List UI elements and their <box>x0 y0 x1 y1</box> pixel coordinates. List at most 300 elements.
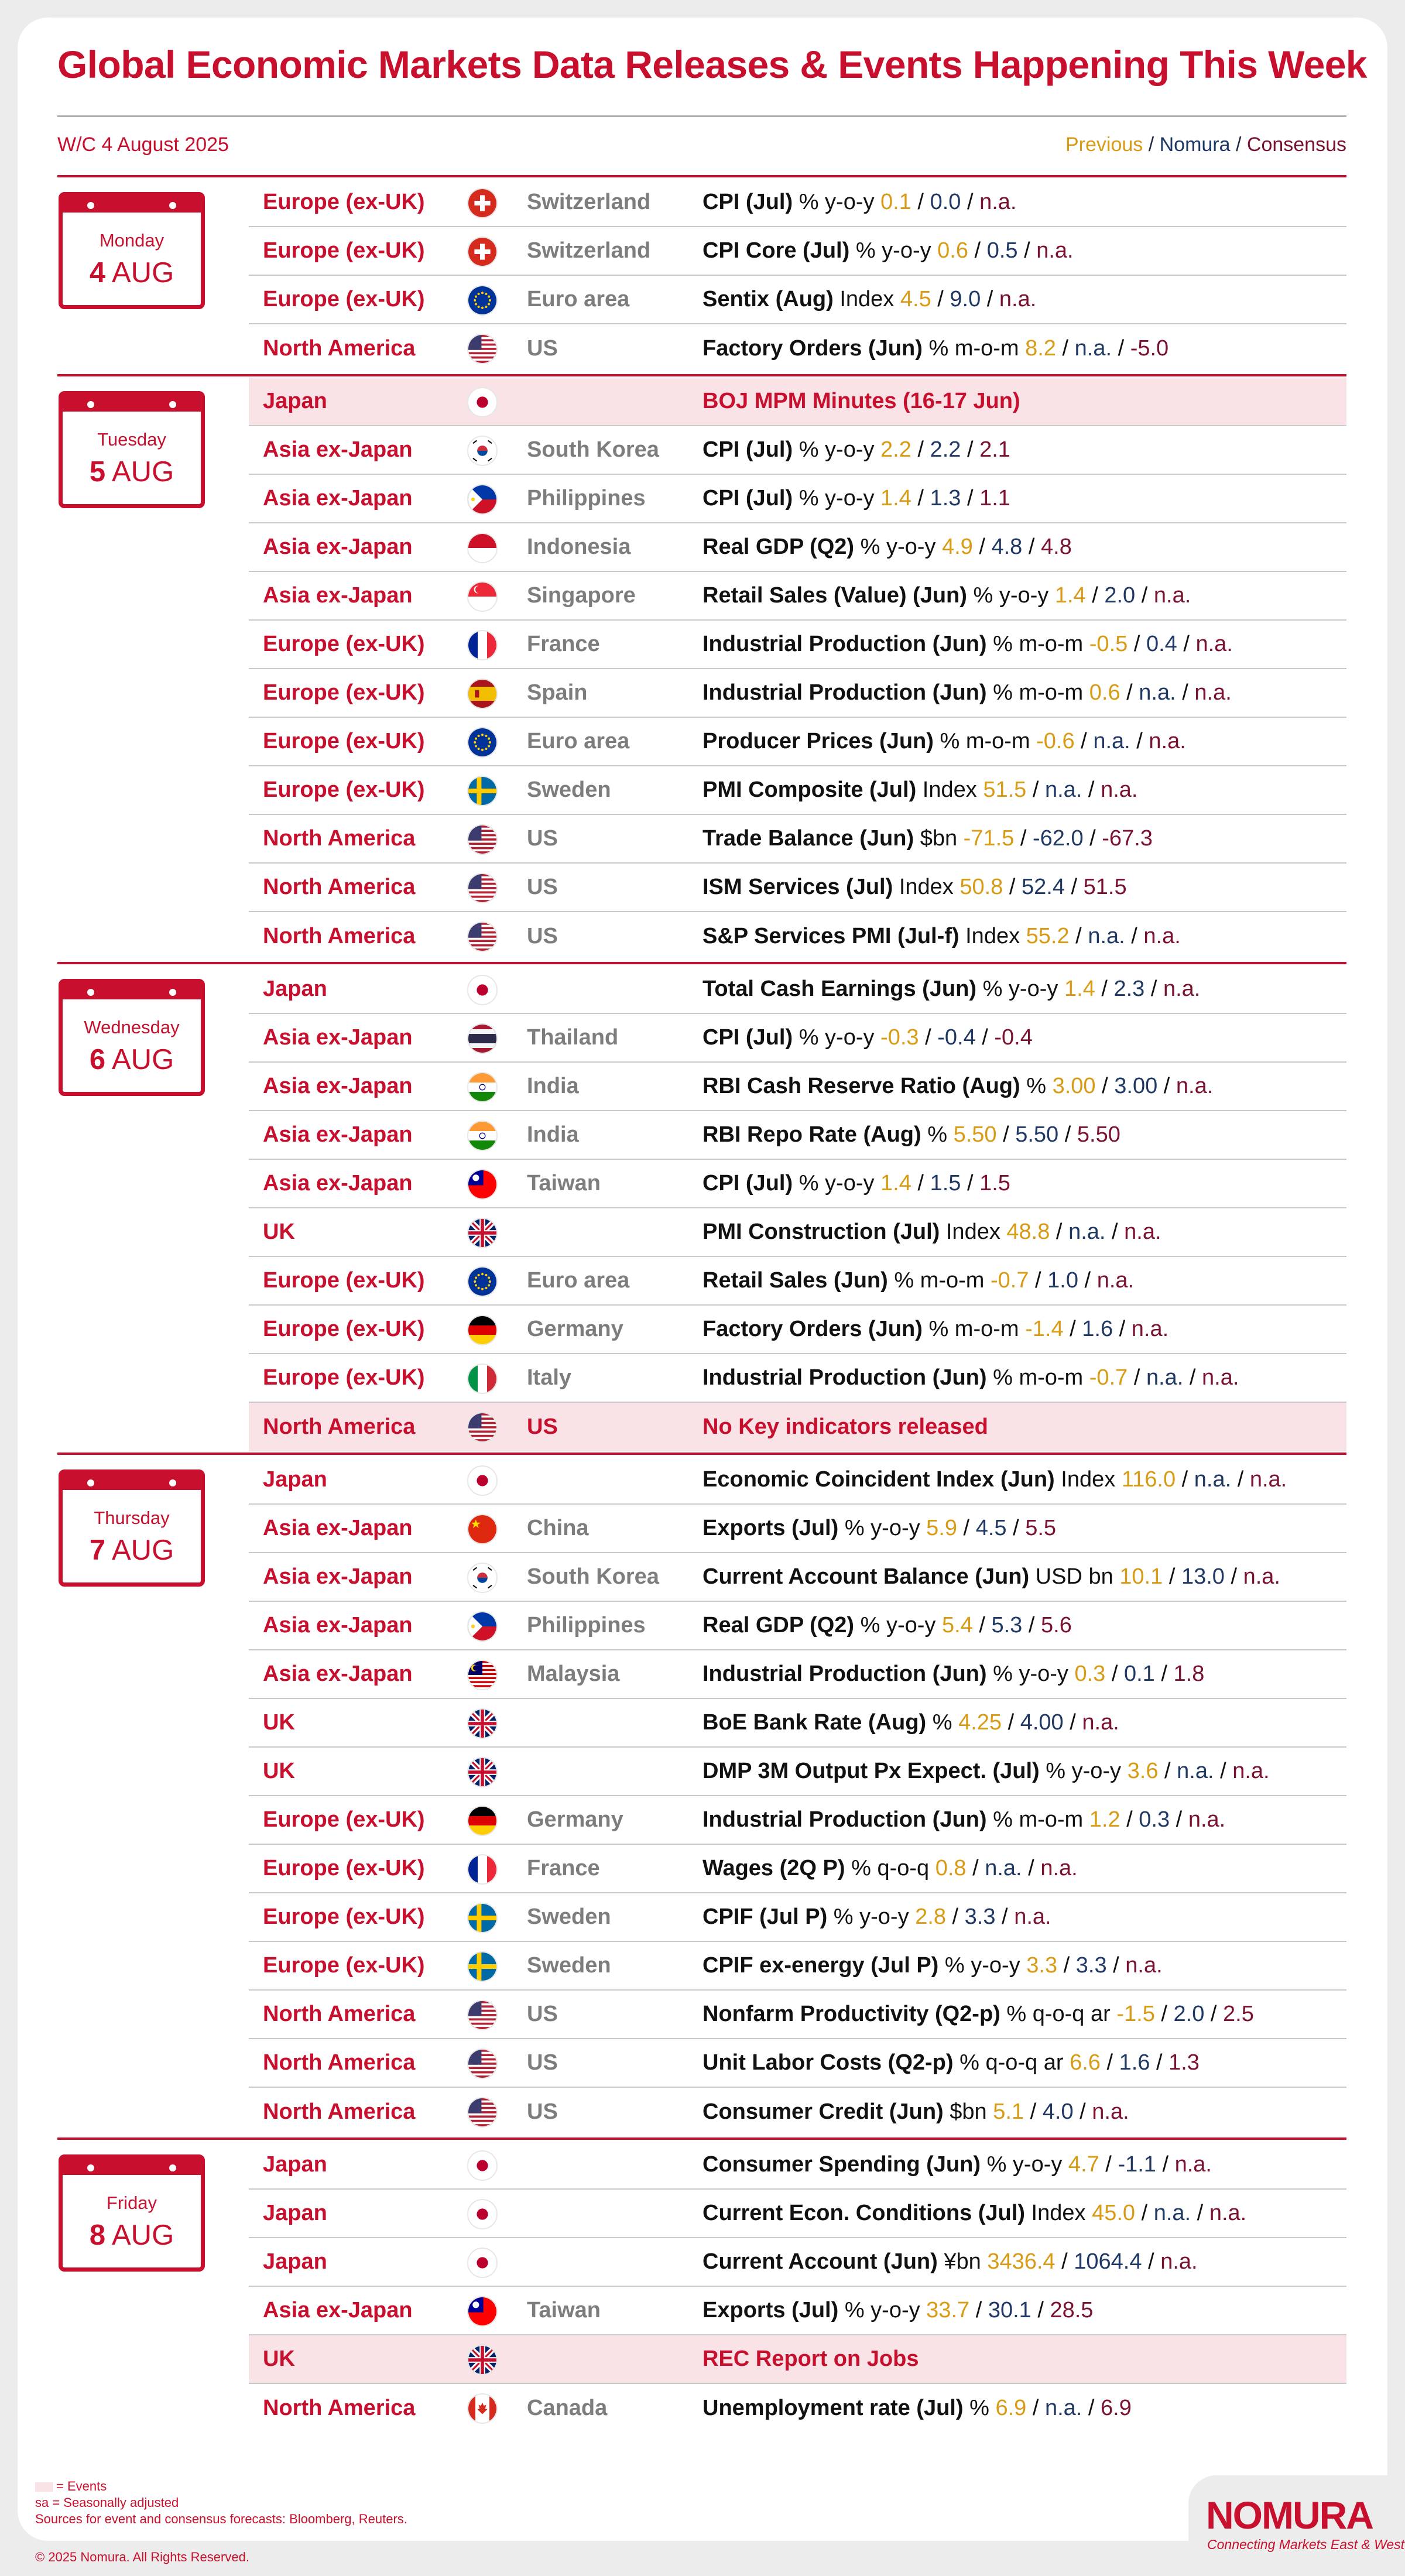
calendar-day-number: 7 <box>89 1534 106 1566</box>
release-row <box>249 1111 1346 1160</box>
indicator-name: Sentix (Aug) <box>702 287 834 311</box>
nomura-forecast: 4.0 <box>1042 2099 1074 2124</box>
nomura-forecast: 2.3 <box>1113 977 1145 1001</box>
previous-value: 4.7 <box>1068 2152 1099 2177</box>
indicator-unit: % y-o-y <box>993 1662 1068 1686</box>
consensus-forecast: n.a. <box>1036 238 1074 263</box>
region-label: Asia ex-Japan <box>263 1564 413 1589</box>
country-label: Taiwan <box>527 1171 601 1195</box>
country-label: Sweden <box>527 1953 611 1978</box>
indicator-unit: ¥bn <box>944 2249 981 2274</box>
indicator-unit: $bn <box>950 2099 987 2124</box>
previous-value: 5.4 <box>941 1613 973 1638</box>
region-label: Europe (ex-UK) <box>263 680 425 705</box>
day-calendar-icon <box>59 192 205 309</box>
calendar-ring <box>87 202 94 209</box>
country-label: Germany <box>527 1317 623 1341</box>
japan-flag <box>467 975 498 1005</box>
indicator-unit: % q-o-q ar <box>959 2050 1064 2075</box>
consensus-forecast: n.a. <box>979 190 1017 214</box>
indicator-release: CPI (Jul) % y-o-y 1.4 / 1.5 / 1.5 <box>702 1171 1010 1195</box>
calendar-ring <box>169 2164 176 2171</box>
previous-value: 5.50 <box>953 1122 997 1147</box>
indicator-name: CPIF (Jul P) <box>702 1904 828 1929</box>
nomura-forecast: 1.5 <box>930 1171 961 1195</box>
south-korea-flag <box>467 1563 498 1593</box>
calendar-header-bar <box>63 983 201 999</box>
previous-value: 5.1 <box>993 2099 1024 2124</box>
copyright: © 2025 Nomura. All Rights Reserved. <box>35 2550 249 2564</box>
indicator-unit: % q-o-q ar <box>1006 2002 1111 2026</box>
indicator-release: Sentix (Aug) Index 4.5 / 9.0 / n.a. <box>702 287 1037 311</box>
region-label: UK <box>263 2347 295 2371</box>
nomura-forecast: 0.3 <box>1139 1807 1170 1832</box>
release-row <box>249 766 1346 815</box>
country-label: US <box>527 875 558 899</box>
page-title: Global Economic Markets Data Releases & Events Happening This Week <box>57 43 1367 86</box>
indicator-unit: % m-o-m <box>993 680 1084 705</box>
indicator-name: Real GDP (Q2) <box>702 535 855 559</box>
indicator-release: Factory Orders (Jun) % m-o-m 8.2 / n.a. / -5.0 <box>702 336 1169 361</box>
nomura-forecast: 1.6 <box>1119 2050 1150 2075</box>
day-separator <box>57 1453 1346 1455</box>
nomura-forecast: 0.0 <box>930 190 961 214</box>
india-flag <box>467 1121 498 1151</box>
indicator-release: Unemployment rate (Jul) % 6.9 / n.a. / 6.9 <box>702 2396 1132 2420</box>
sweden-flag <box>467 1903 498 1933</box>
indicator-unit: % y-o-y <box>860 1613 936 1638</box>
calendar-header-bar <box>63 196 201 213</box>
uk-flag <box>467 2345 498 2375</box>
previous-value: -0.3 <box>880 1025 919 1050</box>
us-flag <box>467 2000 498 2030</box>
previous-value: 0.6 <box>1089 680 1120 705</box>
south-korea-flag <box>467 436 498 466</box>
indicator-name: BoE Bank Rate (Aug) <box>702 1710 927 1735</box>
country-label: Canada <box>527 2396 608 2420</box>
indicator-unit: % m-o-m <box>940 729 1030 753</box>
indicator-name: PMI Construction (Jul) <box>702 1220 940 1244</box>
indicator-release: Trade Balance (Jun) $bn -71.5 / -62.0 / -67.3 <box>702 826 1153 851</box>
release-row <box>249 1942 1346 1991</box>
indicator-name: Current Account (Jun) <box>702 2249 938 2274</box>
indicator-name: ISM Services (Jul) <box>702 875 893 899</box>
calendar-ring <box>169 202 176 209</box>
region-label: Asia ex-Japan <box>263 1613 413 1638</box>
italy-flag <box>467 1364 498 1394</box>
nomura-forecast: n.a. <box>1146 1365 1184 1390</box>
release-row <box>249 1845 1346 1893</box>
nomura-forecast: n.a. <box>1153 2201 1191 2225</box>
uk-flag <box>467 1708 498 1739</box>
indicator-unit: % y-o-y <box>844 1516 920 1540</box>
indicator-name: CPI (Jul) <box>702 190 793 214</box>
region-label: Asia ex-Japan <box>263 437 413 462</box>
region-label: Asia ex-Japan <box>263 535 413 559</box>
country-label: Indonesia <box>527 535 631 559</box>
sa-note: sa = Seasonally adjusted <box>35 2495 179 2510</box>
indicator-release: Industrial Production (Jun) % m-o-m -0.5 / 0.4 / n.a. <box>702 632 1233 656</box>
indicator-release: DMP 3M Output Px Expect. (Jul) % y-o-y 3.6 / n.a. / n.a. <box>702 1759 1270 1783</box>
release-row <box>249 572 1346 621</box>
release-row <box>249 2238 1346 2287</box>
region-label: Japan <box>263 977 327 1001</box>
region-label: Asia ex-Japan <box>263 1516 413 1540</box>
consensus-forecast: n.a. <box>1160 2249 1198 2274</box>
indicator-release: Unit Labor Costs (Q2-p) % q-o-q ar 6.6 / 1.6 / 1.3 <box>702 2050 1200 2075</box>
indicator-release: CPI (Jul) % y-o-y 1.4 / 1.3 / 1.1 <box>702 486 1010 511</box>
indicator-release: PMI Construction (Jul) Index 48.8 / n.a. / n.a. <box>702 1220 1161 1244</box>
country-label: Singapore <box>527 583 636 608</box>
japan-flag <box>467 1465 498 1496</box>
week-commencing-label: W/C 4 August 2025 <box>57 133 229 156</box>
country-label: Euro area <box>527 729 630 753</box>
indicator-unit: % m-o-m <box>928 336 1019 361</box>
consensus-forecast: 6.9 <box>1101 2396 1132 2420</box>
spain-flag <box>467 679 498 709</box>
france-flag <box>467 1854 498 1885</box>
eu-flag <box>467 285 498 316</box>
calendar-date <box>63 1043 201 1076</box>
consensus-forecast: n.a. <box>1176 1074 1214 1098</box>
indicator-release: Real GDP (Q2) % y-o-y 4.9 / 4.8 / 4.8 <box>702 535 1072 559</box>
calendar-day-number: 8 <box>89 2219 106 2251</box>
previous-value: 0.6 <box>937 238 968 263</box>
calendar-day-number: 4 <box>89 257 106 289</box>
indicator-name: Total Cash Earnings (Jun) <box>702 977 977 1001</box>
indicator-name: RBI Cash Reserve Ratio (Aug) <box>702 1074 1020 1098</box>
release-row <box>249 227 1346 276</box>
us-flag <box>467 873 498 903</box>
indicator-release: Exports (Jul) % y-o-y 5.9 / 4.5 / 5.5 <box>702 1516 1057 1540</box>
indicator-name: Consumer Spending (Jun) <box>702 2152 981 2177</box>
nomura-forecast: n.a. <box>1139 680 1176 705</box>
release-row <box>249 669 1346 718</box>
indicator-name: Current Account Balance (Jun) <box>702 1564 1030 1589</box>
previous-value: 5.9 <box>926 1516 957 1540</box>
previous-value: -0.7 <box>1089 1365 1128 1390</box>
country-label: Spain <box>527 680 588 705</box>
release-row <box>249 1699 1346 1748</box>
events-legend-text: = Events <box>56 2479 107 2493</box>
indicator-name: Industrial Production (Jun) <box>702 1662 987 1686</box>
indicator-unit: Index <box>922 777 977 802</box>
previous-value: 6.6 <box>1070 2050 1101 2075</box>
consensus-forecast: n.a. <box>1101 777 1138 802</box>
nomura-forecast: n.a. <box>1044 777 1082 802</box>
indicator-unit: % <box>969 2396 989 2420</box>
nomura-forecast: 3.00 <box>1114 1074 1158 1098</box>
release-row <box>249 1063 1346 1111</box>
indicator-unit: Index <box>1031 2201 1086 2225</box>
nomura-forecast: 3.3 <box>964 1904 996 1929</box>
indicator-name: Trade Balance (Jun) <box>702 826 914 851</box>
release-row <box>249 1208 1346 1257</box>
japan-flag <box>467 2150 498 2181</box>
previous-value: -1.4 <box>1025 1317 1064 1341</box>
indicator-release: Producer Prices (Jun) % m-o-m -0.6 / n.a. / n.a. <box>702 729 1186 753</box>
region-label: Europe (ex-UK) <box>263 287 425 311</box>
country-label: Italy <box>527 1365 572 1390</box>
nomura-forecast: n.a. <box>1177 1759 1214 1783</box>
country-label: Philippines <box>527 486 646 511</box>
nomura-forecast: 30.1 <box>988 2298 1032 2322</box>
nomura-forecast: 2.0 <box>1104 583 1136 608</box>
indicator-name: Retail Sales (Jun) <box>702 1268 888 1293</box>
indicator-unit: % y-o-y <box>844 2298 920 2322</box>
indicator-unit: Index <box>1061 1467 1116 1492</box>
indicator-name: Current Econ. Conditions (Jul) <box>702 2201 1025 2225</box>
country-label: Germany <box>527 1807 623 1832</box>
previous-value: 3.3 <box>1026 1953 1058 1978</box>
calendar-ring <box>87 989 94 996</box>
indicator-release: Industrial Production (Jun) % m-o-m -0.7 / n.a. / n.a. <box>702 1365 1239 1390</box>
indicator-release: Wages (2Q P) % q-o-q 0.8 / n.a. / n.a. <box>702 1856 1078 1880</box>
indicator-name: CPIF ex-energy (Jul P) <box>702 1953 939 1978</box>
previous-value: 1.4 <box>880 1171 911 1195</box>
calendar-header-bar <box>63 395 201 412</box>
previous-value: 51.5 <box>983 777 1027 802</box>
taiwan-flag <box>467 2296 498 2327</box>
region-label: Asia ex-Japan <box>263 486 413 511</box>
previous-value: 0.8 <box>935 1856 967 1880</box>
uk-flag <box>467 1757 498 1787</box>
region-label: Japan <box>263 2249 327 2274</box>
indicator-name: RBI Repo Rate (Aug) <box>702 1122 921 1147</box>
nomura-forecast: 1064.4 <box>1074 2249 1142 2274</box>
release-row <box>249 179 1346 227</box>
calendar-ring <box>87 401 94 408</box>
indicator-name: Economic Coincident Index (Jun) <box>702 1467 1055 1492</box>
values-legend <box>1065 133 1346 156</box>
release-row <box>249 1748 1346 1796</box>
consensus-forecast: 2.1 <box>979 437 1010 462</box>
indicator-unit: % m-o-m <box>993 1365 1084 1390</box>
previous-value: -1.5 <box>1116 2002 1155 2026</box>
consensus-forecast: n.a. <box>1082 1710 1119 1735</box>
region-label: Japan <box>263 2152 327 2177</box>
release-row <box>249 1456 1346 1505</box>
calendar-ring <box>87 1479 94 1486</box>
nomura-forecast: 4.5 <box>975 1516 1007 1540</box>
country-label: Philippines <box>527 1613 646 1638</box>
region-label: Japan <box>263 1467 327 1492</box>
indicator-name: Industrial Production (Jun) <box>702 680 987 705</box>
region-label: Asia ex-Japan <box>263 1171 413 1195</box>
release-row <box>249 1650 1346 1699</box>
country-label: US <box>527 2002 558 2026</box>
indicator-unit: % <box>932 1710 952 1735</box>
indicator-unit: % y-o-y <box>1046 1759 1122 1783</box>
indicator-release: S&P Services PMI (Jul-f) Index 55.2 / n.a. / n.a. <box>702 924 1181 948</box>
release-row <box>249 2088 1346 2136</box>
indicator-release: Economic Coincident Index (Jun) Index 116.0 / n.a. / n.a. <box>702 1467 1287 1492</box>
release-row <box>249 2384 1346 2433</box>
country-label: US <box>527 826 558 851</box>
consensus-forecast: 1.8 <box>1173 1662 1205 1686</box>
indicator-release: Retail Sales (Jun) % m-o-m -0.7 / 1.0 / n.a. <box>702 1268 1135 1293</box>
country-label: Switzerland <box>527 238 651 263</box>
release-row <box>249 912 1346 961</box>
nomura-forecast: n.a. <box>1194 1467 1232 1492</box>
consensus-forecast: n.a. <box>1143 924 1181 948</box>
country-label: US <box>527 1414 558 1439</box>
sweden-flag <box>467 776 498 806</box>
indicator-unit: % y-o-y <box>799 1171 875 1195</box>
us-flag <box>467 2097 498 2128</box>
consensus-forecast: n.a. <box>1131 1317 1169 1341</box>
region-label: North America <box>263 2099 416 2124</box>
indicator-release: Factory Orders (Jun) % m-o-m -1.4 / 1.6 / n.a. <box>702 1317 1169 1341</box>
indicator-release: Nonfarm Productivity (Q2-p) % q-o-q ar -1.5 / 2.0 / 2.5 <box>702 2002 1254 2026</box>
indicator-unit: % y-o-y <box>986 2152 1063 2177</box>
day-calendar-icon <box>59 1469 205 1587</box>
calendar-header-bar <box>63 1474 201 1490</box>
release-row <box>249 864 1346 912</box>
indicator-name: CPI (Jul) <box>702 486 793 511</box>
previous-value: 55.2 <box>1026 924 1070 948</box>
indicator-unit: % m-o-m <box>928 1317 1019 1341</box>
calendar-ring <box>169 989 176 996</box>
release-row <box>249 2190 1346 2238</box>
country-label: France <box>527 632 600 656</box>
region-label: UK <box>263 1759 295 1783</box>
footnotes <box>35 2478 407 2527</box>
country-label: France <box>527 1856 600 1880</box>
calendar-weekday: Thursday <box>94 1508 170 1528</box>
release-row <box>249 1991 1346 2039</box>
indicator-name: Factory Orders (Jun) <box>702 336 923 361</box>
region-label: Europe (ex-UK) <box>263 632 425 656</box>
china-flag <box>467 1514 498 1544</box>
calendar-day-number: 6 <box>89 1044 106 1075</box>
events-swatch <box>35 2482 53 2492</box>
calendar-ring <box>87 2164 94 2171</box>
release-row <box>249 276 1346 324</box>
region-label: Europe (ex-UK) <box>263 729 425 753</box>
indicator-release: Consumer Spending (Jun) % y-o-y 4.7 / -1.1 / n.a. <box>702 2152 1212 2177</box>
previous-value: 116.0 <box>1121 1467 1176 1492</box>
region-label: North America <box>263 2002 416 2026</box>
indicator-release: Current Account Balance (Jun) USD bn 10.1 / 13.0 / n.a. <box>702 1564 1280 1589</box>
consensus-forecast: n.a. <box>1124 1220 1161 1244</box>
consensus-forecast: n.a. <box>1153 583 1191 608</box>
indicator-unit: % y-o-y <box>982 977 1058 1001</box>
indicator-release: Current Account (Jun) ¥bn 3436.4 / 1064.4 / n.a. <box>702 2249 1198 2274</box>
region-label: UK <box>263 1220 295 1244</box>
consensus-forecast: 4.8 <box>1041 535 1072 559</box>
calendar-weekday: Monday <box>99 230 165 251</box>
calendar-date <box>63 455 201 488</box>
event-name: REC Report on Jobs <box>702 2347 919 2371</box>
country-label: India <box>527 1122 579 1147</box>
previous-value: 6.9 <box>995 2396 1027 2420</box>
consensus-forecast: n.a. <box>1202 1365 1239 1390</box>
taiwan-flag <box>467 1169 498 1200</box>
region-label: Asia ex-Japan <box>263 1074 413 1098</box>
indicator-name: Exports (Jul) <box>702 1516 839 1540</box>
event-name: No Key indicators released <box>702 1414 988 1439</box>
release-row <box>249 1505 1346 1553</box>
consensus-forecast: 5.6 <box>1041 1613 1072 1638</box>
indicator-release: Total Cash Earnings (Jun) % y-o-y 1.4 / 2.3 / n.a. <box>702 977 1201 1001</box>
release-row <box>249 2287 1346 2335</box>
consensus-forecast: -67.3 <box>1102 826 1153 851</box>
region-label: Japan <box>263 2201 327 2225</box>
country-label: South Korea <box>527 1564 659 1589</box>
indicator-unit: $bn <box>920 826 958 851</box>
nomura-logo: NOMURA <box>1206 2493 1373 2537</box>
release-row <box>249 1160 1346 1208</box>
consensus-forecast: 2.5 <box>1223 2002 1254 2026</box>
indicator-name: PMI Composite (Jul) <box>702 777 917 802</box>
calendar-header-bar <box>63 2159 201 2175</box>
nomura-forecast: -62.0 <box>1032 826 1084 851</box>
event-name: BOJ MPM Minutes (16-17 Jun) <box>702 389 1020 413</box>
country-label: India <box>527 1074 579 1098</box>
calendar-month: AUG <box>112 1044 174 1075</box>
previous-value: -0.7 <box>991 1268 1029 1293</box>
country-label: US <box>527 2099 558 2124</box>
consensus-forecast: n.a. <box>1040 1856 1078 1880</box>
country-label: Taiwan <box>527 2298 601 2322</box>
germany-flag <box>467 1315 498 1345</box>
indicator-name: DMP 3M Output Px Expect. (Jul) <box>702 1759 1040 1783</box>
calendar-date <box>63 2219 201 2252</box>
malaysia-flag <box>467 1660 498 1690</box>
canada-flag <box>467 2393 498 2424</box>
release-row <box>249 475 1346 523</box>
indicator-unit: % y-o-y <box>944 1953 1020 1978</box>
us-flag <box>467 922 498 952</box>
consensus-forecast: n.a. <box>1014 1904 1051 1929</box>
indicator-release: Current Econ. Conditions (Jul) Index 45.0 / n.a. / n.a. <box>702 2201 1247 2225</box>
consensus-forecast: n.a. <box>1096 1268 1135 1293</box>
eu-flag <box>467 1266 498 1297</box>
title-divider <box>57 115 1346 117</box>
switzerland-flag <box>467 237 498 267</box>
indicator-name: Factory Orders (Jun) <box>702 1317 923 1341</box>
day-separator <box>57 175 1346 177</box>
country-label: Euro area <box>527 1268 630 1293</box>
nomura-forecast: 2.0 <box>1173 2002 1205 2026</box>
previous-value: 4.25 <box>958 1710 1002 1735</box>
region-label: Europe (ex-UK) <box>263 1904 425 1929</box>
indicator-unit: % y-o-y <box>860 535 936 559</box>
us-flag <box>467 1412 498 1443</box>
region-label: Japan <box>263 389 327 413</box>
event-row <box>249 378 1346 426</box>
nomura-forecast: 13.0 <box>1181 1564 1225 1589</box>
previous-value: 1.4 <box>1054 583 1086 608</box>
indicator-release: Industrial Production (Jun) % m-o-m 0.6 / n.a. / n.a. <box>702 680 1232 705</box>
region-label: Asia ex-Japan <box>263 2298 413 2322</box>
region-label: North America <box>263 924 416 948</box>
legend-separator: / <box>1230 133 1247 156</box>
thailand-flag <box>467 1023 498 1054</box>
region-label: Asia ex-Japan <box>263 1025 413 1050</box>
sweden-flag <box>467 1951 498 1982</box>
region-label: North America <box>263 875 416 899</box>
indicator-name: CPI (Jul) <box>702 1171 793 1195</box>
indicator-unit: % y-o-y <box>799 190 875 214</box>
indicator-name: Industrial Production (Jun) <box>702 1807 987 1832</box>
indicator-unit: % y-o-y <box>799 486 875 511</box>
indicator-name: Consumer Credit (Jun) <box>702 2099 944 2124</box>
consensus-forecast: n.a. <box>1188 1807 1226 1832</box>
country-label: South Korea <box>527 437 659 462</box>
nomura-forecast: 4.00 <box>1020 1710 1064 1735</box>
